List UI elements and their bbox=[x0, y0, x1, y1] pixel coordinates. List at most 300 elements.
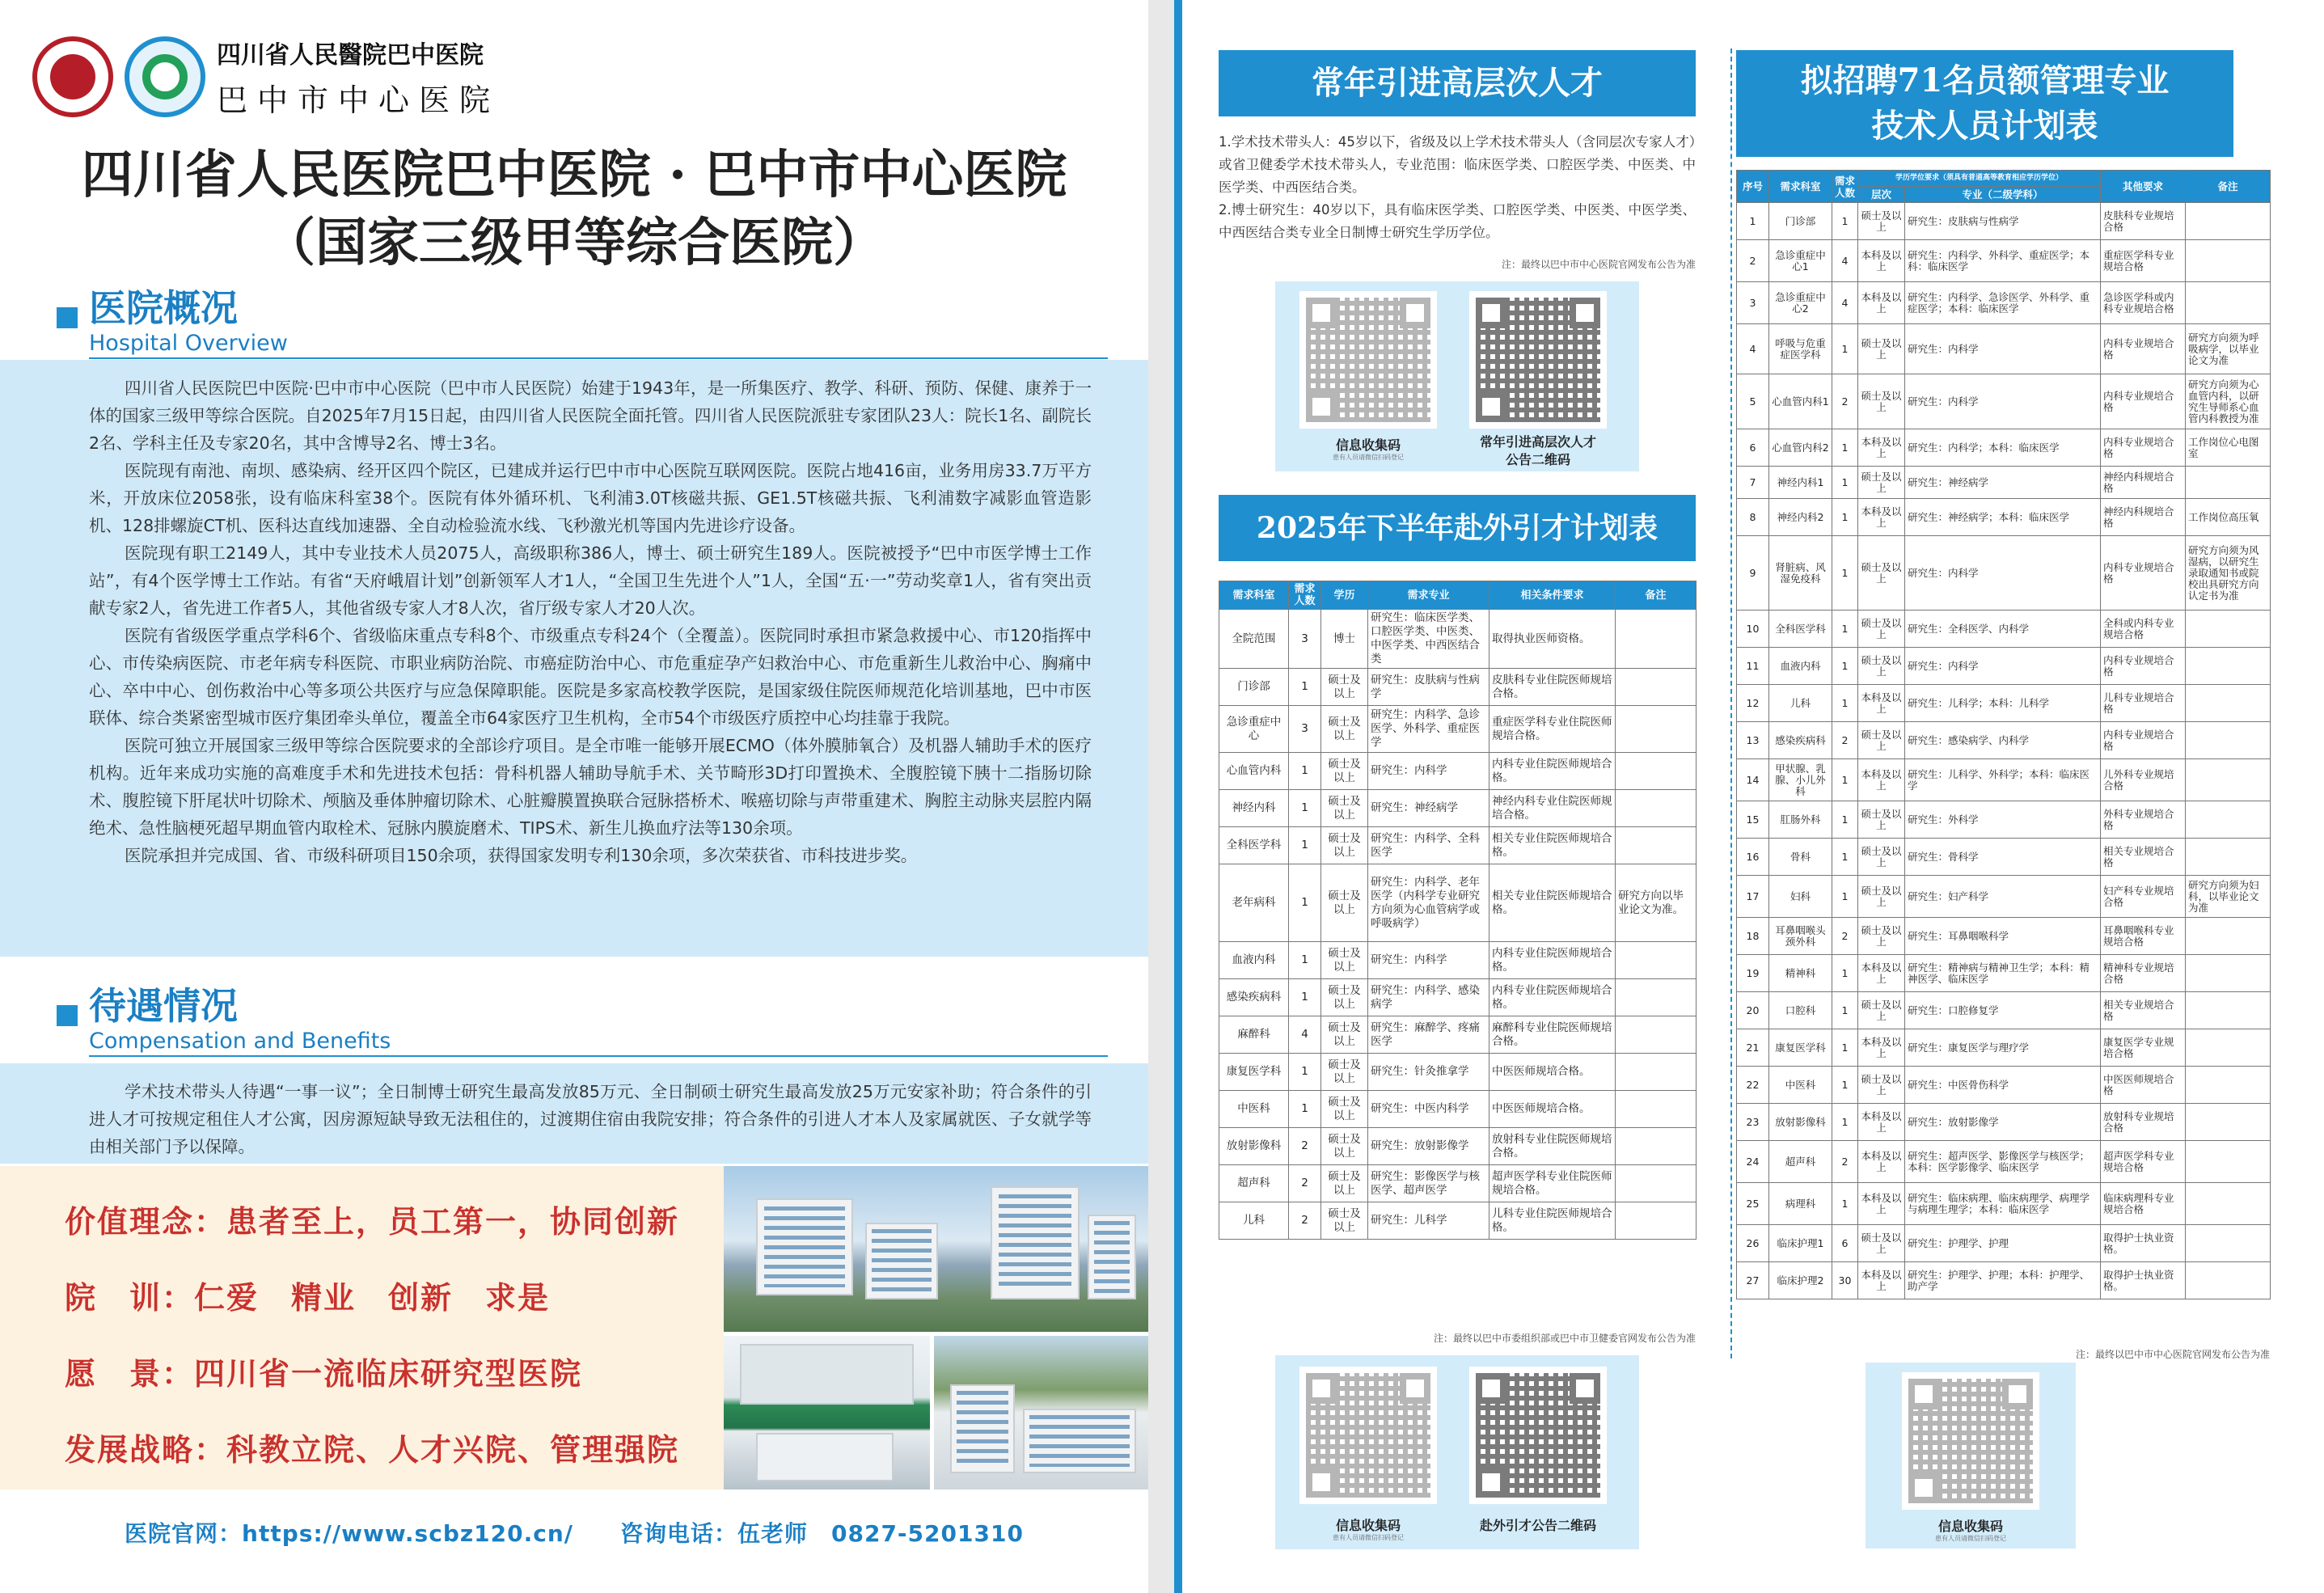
table-cell: 硕士及以上 bbox=[1858, 648, 1905, 685]
table-header: 需求专业 bbox=[1368, 581, 1489, 610]
overview-paragraph: 医院有省级医学重点学科6个、省级临床重点专科8个、市级重点专科24个（全覆盖）。医院同时承担市紧急救援中心、市120指挥中心、市传染病医院、市老年病专科医院、市职业病防治院、市癌症防治中心、市危重症孕产妇救治中心、市危重新生儿救治中心、胸痛中心、卒中中心、创伤救治中心等多项公共医疗与应急保障职能。医院是多家高校教学医院，是国家级住院医师规范化培训基地，巴中市医联体、综合类紧密型城市医疗集团牵头单位，覆盖全市64家医疗卫生机构，全市54个市级医疗质控中心均挂靠于我院。 bbox=[89, 626, 1092, 728]
table-cell: 超声医学科专业规培合格 bbox=[2101, 1141, 2186, 1183]
table-cell bbox=[2186, 839, 2271, 876]
table-cell: 24 bbox=[1737, 1141, 1769, 1183]
table-cell: 1 bbox=[1832, 1029, 1858, 1067]
table-cell: 皮肤科专业规培合格 bbox=[2101, 203, 2186, 240]
table-cell bbox=[1616, 790, 1697, 827]
table-cell: 研究方向以毕业论文为准。 bbox=[1616, 864, 1697, 942]
table-cell: 2 bbox=[1832, 1141, 1858, 1183]
table-header: 相关条件要求 bbox=[1489, 581, 1616, 610]
overview-paragraph: 四川省人民医院巴中医院·巴中市中心医院（巴中市人民医院）始建于1943年，是一所集医疗、教学、科研、预防、保健、康养于一体的国家三级甲等综合医院。自2025年7月15日起，由四川省人民医院全面托管。四川省人民医院派驻专家团队23人：院长1名、副院长2名、学科主任及专家20名，其中含博导2名、博士3名。 bbox=[89, 378, 1092, 453]
table-cell: 本科及以上 bbox=[1858, 1029, 1905, 1067]
recruitment-plan-table bbox=[1219, 581, 1697, 1240]
page-title bbox=[0, 142, 1148, 277]
table-cell: 工作岗位心电图室 bbox=[2186, 429, 2271, 467]
table-cell: 2 bbox=[1832, 374, 1858, 429]
benefits-paragraph: 学术技术带头人待遇“一事一议”；全日制博士研究生最高发放85万元、全日制硕士研究生最高发放25万元安家补助；符合条件的引进人才可按规定租住人才公寓，因房源短缺导致无法租住的，过渡期住宿由我院安排；符合条件的引进人才本人及家属就医、子女就学等由相关部门予以保障。 bbox=[89, 1082, 1092, 1156]
table-cell: 相关专业住院医师规培合格。 bbox=[1489, 864, 1616, 942]
table-header: 专业（二级学科） bbox=[1905, 187, 2101, 203]
table-cell: 研究生：超声医学、影像医学与核医学；本科：医学影像学、临床医学 bbox=[1905, 1141, 2101, 1183]
table-cell: 麻醉科 bbox=[1219, 1016, 1289, 1054]
table-row bbox=[1737, 648, 2271, 685]
table-cell: 1 bbox=[1832, 1104, 1858, 1141]
table-row bbox=[1219, 942, 1697, 979]
square-bullet-icon bbox=[57, 307, 78, 328]
table-cell: 相关专业住院医师规培合格。 bbox=[1489, 827, 1616, 864]
talent-title: 常年引进高层次人才 bbox=[1219, 50, 1696, 116]
table-cell bbox=[1616, 753, 1697, 790]
benefits-heading-cn: 待遇情况 bbox=[89, 984, 238, 1028]
table-cell: 中医科 bbox=[1769, 1067, 1832, 1104]
table-cell: 1 bbox=[1832, 429, 1858, 467]
table-cell: 19 bbox=[1737, 955, 1769, 992]
table-cell: 心血管内科 bbox=[1219, 753, 1289, 790]
table-cell: 甲状腺、乳腺、小儿外科 bbox=[1769, 759, 1832, 801]
overview-heading-cn: 医院概况 bbox=[89, 286, 238, 330]
table-cell: 1 bbox=[1832, 467, 1858, 499]
table-cell: 急诊重症中心2 bbox=[1769, 282, 1832, 324]
table-cell: 重症医学科专业住院医师规培合格。 bbox=[1489, 706, 1616, 753]
talent-requirement-item: 2.博士研究生：40岁以下，具有临床医学类、口腔医学类、中医类、中医学类、中西医结合类专业全日制博士研究生学历学位。 bbox=[1219, 202, 1696, 240]
table-cell bbox=[2186, 1067, 2271, 1104]
table-cell: 感染疾病科 bbox=[1219, 979, 1289, 1016]
table-cell: 1 bbox=[1832, 324, 1858, 374]
table-cell: 本科及以上 bbox=[1858, 429, 1905, 467]
table-cell bbox=[1616, 1165, 1697, 1202]
table-cell: 研究生：皮肤病与性病学 bbox=[1368, 669, 1489, 706]
table-cell: 研究生：临床医学类、口腔医学类、中医类、中医学类、中西医结合类 bbox=[1368, 610, 1489, 669]
table-cell: 1 bbox=[1832, 876, 1858, 918]
table-cell: 精神科 bbox=[1769, 955, 1832, 992]
qr-subcaption: 患有人员请微信扫码登记 bbox=[1333, 1534, 1404, 1541]
table-cell bbox=[2186, 648, 2271, 685]
table-header: 学历 bbox=[1321, 581, 1368, 610]
table-cell: 硕士及以上 bbox=[1858, 801, 1905, 839]
hospital-photos bbox=[724, 1166, 1148, 1489]
talent-note: 注：最终以巴中市中心医院官网发布公告为准 bbox=[1501, 259, 1696, 270]
hospital-motto: 院 训：仁爱 精业 创新 求是 bbox=[65, 1279, 551, 1316]
table-cell: 1 bbox=[1289, 942, 1321, 979]
table-row bbox=[1219, 706, 1697, 753]
title-line-1: 四川省人民医院巴中医院 · 巴中市中心医院 bbox=[81, 145, 1067, 205]
table-cell: 硕士及以上 bbox=[1858, 467, 1905, 499]
table-header: 其他要求 bbox=[2101, 171, 2186, 203]
table-cell bbox=[1616, 1054, 1697, 1091]
table-cell: 硕士及以上 bbox=[1858, 536, 1905, 611]
table-cell: 病理科 bbox=[1769, 1183, 1832, 1225]
qr-subcaption: 患有人员请微信扫码登记 bbox=[1333, 454, 1404, 461]
table-cell: 15 bbox=[1737, 801, 1769, 839]
table-cell: 超声科 bbox=[1219, 1165, 1289, 1202]
table-cell: 重症医学科专业规培合格 bbox=[2101, 240, 2186, 282]
table-cell: 研究生：儿科学、外科学；本科：临床医学 bbox=[1905, 759, 2101, 801]
table-cell: 硕士及以上 bbox=[1858, 203, 1905, 240]
table-row bbox=[1737, 536, 2271, 611]
table-cell: 硕士及以上 bbox=[1321, 827, 1368, 864]
table-cell: 1 bbox=[1737, 203, 1769, 240]
table-cell: 硕士及以上 bbox=[1321, 1016, 1368, 1054]
table-row bbox=[1737, 801, 2271, 839]
table-cell: 神经内科专业住院医师规培合格。 bbox=[1489, 790, 1616, 827]
table-cell: 研究生：皮肤病与性病学 bbox=[1905, 203, 2101, 240]
table-cell: 中医医师规培合格。 bbox=[1489, 1054, 1616, 1091]
table-row bbox=[1737, 429, 2271, 467]
talent-requirement-item: 1.学术技术带头人：45岁以下，省级及以上学术技术带头人（含同层次专家人才）或省卫健委学术技术带头人，专业范围：临床医学类、口腔医学类、中医类、中医学类、中西医结合类。 bbox=[1219, 134, 1696, 195]
contact-footer: 医院官网：https://www.scbz120.cn/ 咨询电话：伍老师 0827-5201310 bbox=[125, 1520, 1024, 1547]
table-cell: 取得执业医师资格。 bbox=[1489, 610, 1616, 669]
table-row bbox=[1219, 864, 1697, 942]
talent-qr-panel bbox=[1275, 281, 1639, 471]
overview-text bbox=[0, 360, 1148, 957]
table-row bbox=[1219, 610, 1697, 669]
table-cell: 全院范围 bbox=[1219, 610, 1289, 669]
table-row bbox=[1737, 839, 2271, 876]
table-cell: 本科及以上 bbox=[1858, 1104, 1905, 1141]
table-cell: 2 bbox=[1289, 1202, 1321, 1240]
table-cell: 内科专业住院医师规培合格。 bbox=[1489, 979, 1616, 1016]
logo-line-1: 四川省人民醫院巴中医院 bbox=[217, 40, 484, 70]
table-cell: 内科专业住院医师规培合格。 bbox=[1489, 753, 1616, 790]
divider bbox=[89, 1055, 1108, 1057]
table-cell: 研究生：内科学 bbox=[1905, 536, 2101, 611]
table-cell: 23 bbox=[1737, 1104, 1769, 1141]
table-cell: 1 bbox=[1832, 955, 1858, 992]
table-row bbox=[1737, 203, 2271, 240]
table-cell: 研究生：中医内科学 bbox=[1368, 1091, 1489, 1128]
table-cell bbox=[1616, 979, 1697, 1016]
table-cell: 研究生：内科学、全科医学 bbox=[1368, 827, 1489, 864]
right-page bbox=[1174, 0, 2324, 1593]
table-cell: 麻醉科专业住院医师规培合格。 bbox=[1489, 1016, 1616, 1054]
overview-heading bbox=[57, 285, 288, 356]
table-cell: 2 bbox=[1832, 918, 1858, 955]
qr-caption: 信息收集码 bbox=[1335, 1518, 1401, 1533]
table-cell: 放射科专业住院医师规培合格。 bbox=[1489, 1128, 1616, 1165]
table-cell: 研究生：耳鼻咽喉科学 bbox=[1905, 918, 2101, 955]
table-cell: 研究生：妇产科学 bbox=[1905, 876, 2101, 918]
table-cell: 硕士及以上 bbox=[1321, 979, 1368, 1016]
table-row bbox=[1737, 282, 2271, 324]
qr-caption: 常年引进高层次人才 bbox=[1479, 434, 1596, 450]
strategy-statement: 发展战略：科教立院、人才兴院、管理强院 bbox=[65, 1431, 680, 1468]
table-row bbox=[1737, 955, 2271, 992]
table-row bbox=[1737, 1029, 2271, 1067]
table-cell: 硕士及以上 bbox=[1858, 722, 1905, 759]
table-cell: 放射影像科 bbox=[1219, 1128, 1289, 1165]
left-page bbox=[0, 0, 1148, 1593]
table-cell: 20 bbox=[1737, 992, 1769, 1029]
table-cell: 研究生：感染病学、内科学 bbox=[1905, 722, 2101, 759]
table-cell: 急诊重症中心1 bbox=[1769, 240, 1832, 282]
table-cell: 18 bbox=[1737, 918, 1769, 955]
benefits-heading-en: Compensation and Benefits bbox=[89, 1029, 391, 1054]
table-row bbox=[1219, 790, 1697, 827]
table-cell: 1 bbox=[1289, 827, 1321, 864]
table-cell: 硕士及以上 bbox=[1321, 1091, 1368, 1128]
table-row bbox=[1219, 669, 1697, 706]
table-cell bbox=[1616, 1202, 1697, 1240]
table-cell: 康复医学科 bbox=[1769, 1029, 1832, 1067]
table-row bbox=[1737, 499, 2271, 536]
table-row bbox=[1737, 992, 2271, 1029]
table-cell: 3 bbox=[1289, 610, 1321, 669]
table-cell: 康复医学科 bbox=[1219, 1054, 1289, 1091]
table-cell: 2 bbox=[1289, 1165, 1321, 1202]
table-cell: 4 bbox=[1832, 240, 1858, 282]
table-cell: 9 bbox=[1737, 536, 1769, 611]
table-cell: 研究生：康复医学与理疗学 bbox=[1905, 1029, 2101, 1067]
table-cell: 研究生：内科学 bbox=[1368, 942, 1489, 979]
hospital-entrance-photo bbox=[724, 1336, 930, 1489]
table-cell: 1 bbox=[1832, 648, 1858, 685]
table-cell: 研究生：内科学、急诊医学、外科学、重症医学；本科：临床医学 bbox=[1905, 282, 2101, 324]
table-cell bbox=[2186, 467, 2271, 499]
table-cell bbox=[1616, 827, 1697, 864]
qr-caption: 信息收集码 bbox=[1937, 1519, 2003, 1534]
table-cell: 30 bbox=[1832, 1262, 1858, 1299]
table-cell: 心血管内科2 bbox=[1769, 429, 1832, 467]
table-row bbox=[1737, 1067, 2271, 1104]
table-row bbox=[1737, 467, 2271, 499]
table-cell: 1 bbox=[1832, 1067, 1858, 1104]
table-cell: 6 bbox=[1832, 1225, 1858, 1262]
table-cell bbox=[2186, 722, 2271, 759]
table-cell: 硕士及以上 bbox=[1321, 706, 1368, 753]
staff-title bbox=[1736, 50, 2233, 157]
table-cell: 14 bbox=[1737, 759, 1769, 801]
table-cell: 研究生：内科学 bbox=[1905, 324, 2101, 374]
table-cell: 研究生：麻醉学、疼痛医学 bbox=[1368, 1016, 1489, 1054]
table-cell: 硕士及以上 bbox=[1321, 669, 1368, 706]
info-collection-qr[interactable] bbox=[1902, 1372, 2039, 1510]
table-cell: 相关专业规培合格 bbox=[2101, 839, 2186, 876]
table-cell: 2 bbox=[1737, 240, 1769, 282]
table-cell: 硕士及以上 bbox=[1321, 942, 1368, 979]
table-cell bbox=[2186, 1029, 2271, 1067]
table-cell: 骨科 bbox=[1769, 839, 1832, 876]
table-cell: 本科及以上 bbox=[1858, 499, 1905, 536]
staff-note: 注：最终以巴中市中心医院官网发布公告为准 bbox=[2075, 1349, 2270, 1360]
central-hospital-logo bbox=[125, 36, 205, 117]
table-cell: 27 bbox=[1737, 1262, 1769, 1299]
table-cell: 10 bbox=[1737, 611, 1769, 648]
table-cell: 门诊部 bbox=[1769, 203, 1832, 240]
table-cell bbox=[2186, 611, 2271, 648]
table-cell: 内科专业规培合格 bbox=[2101, 429, 2186, 467]
table-cell: 研究生：儿科学；本科：儿科学 bbox=[1905, 685, 2101, 722]
table-cell: 1 bbox=[1289, 979, 1321, 1016]
table-cell: 外科专业规培合格 bbox=[2101, 801, 2186, 839]
table-cell: 内科专业规培合格 bbox=[2101, 648, 2186, 685]
table-cell: 1 bbox=[1832, 536, 1858, 611]
table-cell: 门诊部 bbox=[1219, 669, 1289, 706]
hospital-campus-photo bbox=[934, 1336, 1148, 1489]
overview-paragraph: 医院可独立开展国家三级甲等综合医院要求的全部诊疗项目。是全市唯一能够开展ECMO（体外膜肺氧合）及机器人辅助手术的医疗机构。近年来成功实施的高难度手术和先进技术包括：骨科机器人辅助导航手术、关节畸形3D打印置换术、全腹腔镜下胰十二指肠切除术、腹腔镜下肝尾状叶切除术、颅脑及垂体肿瘤切除术、心脏瓣膜置换联合冠脉搭桥术、喉癌切除与声带重建术、胸腔主动脉夹层腔内隔绝术、急性脑梗死超早期血管内取栓术、冠脉内膜旋磨术、TIPS术、新生儿换血疗法等130余项。 bbox=[89, 736, 1092, 838]
table-cell bbox=[2186, 1183, 2271, 1225]
table-cell bbox=[2186, 282, 2271, 324]
table-cell: 研究方向须为妇科，以毕业论文为准 bbox=[2186, 876, 2271, 918]
table-cell: 硕士及以上 bbox=[1858, 611, 1905, 648]
table-cell: 皮肤科专业住院医师规培合格。 bbox=[1489, 669, 1616, 706]
table-cell: 21 bbox=[1737, 1029, 1769, 1067]
table-row bbox=[1219, 827, 1697, 864]
table-cell: 13 bbox=[1737, 722, 1769, 759]
table-row bbox=[1219, 1165, 1697, 1202]
overview-heading-en: Hospital Overview bbox=[89, 331, 288, 356]
table-cell bbox=[2186, 1262, 2271, 1299]
table-cell: 17 bbox=[1737, 876, 1769, 918]
table-header: 需求科室 bbox=[1219, 581, 1289, 610]
table-header: 备注 bbox=[1616, 581, 1697, 610]
recruitment-announcement-qr[interactable] bbox=[1469, 1367, 1607, 1504]
table-cell bbox=[2186, 1141, 2271, 1183]
table-cell: 全科或内科专业规培合格 bbox=[2101, 611, 2186, 648]
table-row bbox=[1737, 685, 2271, 722]
table-cell: 耳鼻咽喉科专业规培合格 bbox=[2101, 918, 2186, 955]
table-cell bbox=[1616, 610, 1697, 669]
plan-note: 注：最终以巴中市委组织部或巴中市卫健委官网发布公告为准 bbox=[1433, 1333, 1696, 1344]
table-cell bbox=[2186, 1225, 2271, 1262]
table-cell: 临床护理2 bbox=[1769, 1262, 1832, 1299]
table-cell: 急诊重症中心 bbox=[1219, 706, 1289, 753]
table-cell: 研究生：内科学 bbox=[1368, 753, 1489, 790]
table-cell: 感染疾病科 bbox=[1769, 722, 1832, 759]
table-row bbox=[1737, 918, 2271, 955]
table-cell: 本科及以上 bbox=[1858, 1141, 1905, 1183]
table-cell: 相关专业规培合格 bbox=[2101, 992, 2186, 1029]
table-cell bbox=[1616, 1016, 1697, 1054]
table-cell: 硕士及以上 bbox=[1858, 1225, 1905, 1262]
table-cell: 研究生：临床病理、临床病理学、病理学与病理生理学；本科：临床医学 bbox=[1905, 1183, 2101, 1225]
table-cell: 放射影像科 bbox=[1769, 1104, 1832, 1141]
table-row bbox=[1219, 1054, 1697, 1091]
qr-caption: 信息收集码 bbox=[1335, 437, 1401, 453]
talent-announcement-qr[interactable] bbox=[1469, 291, 1607, 429]
hospital-logos bbox=[32, 32, 500, 121]
table-cell: 硕士及以上 bbox=[1858, 992, 1905, 1029]
overview-paragraph: 医院承担并完成国、省、市级科研项目150余项，获得国家发明专利130余项，多次荣获省、市科技进步奖。 bbox=[125, 846, 918, 865]
info-collection-qr[interactable] bbox=[1299, 291, 1437, 429]
value-statement: 价值理念：患者至上，员工第一，协同创新 bbox=[65, 1203, 680, 1240]
square-bullet-icon bbox=[57, 1005, 78, 1026]
table-cell: 儿科 bbox=[1219, 1202, 1289, 1240]
table-cell: 超声医学科专业住院医师规培合格。 bbox=[1489, 1165, 1616, 1202]
table-cell: 硕士及以上 bbox=[1858, 918, 1905, 955]
table-cell: 研究生：全科医学、内科学 bbox=[1905, 611, 2101, 648]
table-header: 序号 bbox=[1737, 171, 1769, 203]
table-cell: 2 bbox=[1289, 1128, 1321, 1165]
overview-paragraph: 医院现有南池、南坝、感染病、经开区四个院区，已建成并运行巴中市中心医院互联网医院。医院占地416亩，业务用房33.7万平方米，开放床位2058张，设有临床科室38个。医院有体外循环机、飞利浦3.0T核磁共振、GE1.5T核磁共振、飞利浦数字减影血管造影机、128排螺旋CT机、医科达直线加速器、全自动检验流水线、飞秒激光机等国内先进诊疗设备。 bbox=[89, 461, 1092, 535]
table-cell bbox=[1616, 942, 1697, 979]
table-cell: 研究生：护理学、护理；本科：护理学、助产学 bbox=[1905, 1262, 2101, 1299]
table-cell: 研究生：神经病学 bbox=[1905, 467, 2101, 499]
table-cell: 5 bbox=[1737, 374, 1769, 429]
staff-title-line-2: 技术人员计划表 bbox=[1871, 107, 2098, 145]
benefits-heading bbox=[57, 982, 391, 1054]
table-header: 需求科室 bbox=[1769, 171, 1832, 203]
table-cell: 本科及以上 bbox=[1858, 240, 1905, 282]
table-cell: 研究生：内科学 bbox=[1905, 374, 2101, 429]
table-cell bbox=[1616, 1091, 1697, 1128]
table-header: 层次 bbox=[1858, 187, 1905, 203]
table-cell bbox=[2186, 759, 2271, 801]
table-cell: 硕士及以上 bbox=[1858, 839, 1905, 876]
table-cell: 本科及以上 bbox=[1858, 955, 1905, 992]
info-collection-qr[interactable] bbox=[1299, 1367, 1437, 1504]
table-cell: 11 bbox=[1737, 648, 1769, 685]
table-cell: 研究生：放射影像学 bbox=[1905, 1104, 2101, 1141]
table-cell: 硕士及以上 bbox=[1321, 753, 1368, 790]
table-cell: 研究生：放射影像学 bbox=[1368, 1128, 1489, 1165]
table-cell: 6 bbox=[1737, 429, 1769, 467]
table-cell: 8 bbox=[1737, 499, 1769, 536]
table-cell: 研究生：内科学、老年医学（内科学专业研究方向须为心血管病学或呼吸病学） bbox=[1368, 864, 1489, 942]
table-cell: 本科及以上 bbox=[1858, 1183, 1905, 1225]
table-cell: 老年病科 bbox=[1219, 864, 1289, 942]
table-cell: 儿外科专业规培合格 bbox=[2101, 759, 2186, 801]
table-row bbox=[1219, 1128, 1697, 1165]
staff-plan-table bbox=[1736, 170, 2271, 1299]
table-cell: 耳鼻咽喉头颈外科 bbox=[1769, 918, 1832, 955]
table-cell: 内科专业规培合格 bbox=[2101, 324, 2186, 374]
table-cell bbox=[1616, 1128, 1697, 1165]
table-cell: 1 bbox=[1832, 685, 1858, 722]
table-cell: 1 bbox=[1289, 669, 1321, 706]
table-row bbox=[1737, 324, 2271, 374]
table-header: 需求人数 bbox=[1289, 581, 1321, 610]
table-cell: 硕士及以上 bbox=[1858, 1067, 1905, 1104]
qr-subcaption: 患有人员请微信扫码登记 bbox=[1935, 1535, 2006, 1542]
table-cell: 急诊医学科或内科专业规培合格 bbox=[2101, 282, 2186, 324]
table-cell: 本科及以上 bbox=[1858, 685, 1905, 722]
table-cell bbox=[2186, 685, 2271, 722]
table-cell: 放射科专业规培合格 bbox=[2101, 1104, 2186, 1141]
table-cell: 1 bbox=[1289, 753, 1321, 790]
table-header: 学历学位要求（须具有普通高等教育相应学历学位） bbox=[1858, 171, 2101, 187]
table-cell: 3 bbox=[1737, 282, 1769, 324]
table-cell: 本科及以上 bbox=[1858, 282, 1905, 324]
table-row bbox=[1737, 759, 2271, 801]
table-cell: 神经内科2 bbox=[1769, 499, 1832, 536]
table-cell: 研究生：护理学、护理 bbox=[1905, 1225, 2101, 1262]
title-line-2: （国家三级甲等综合医院） bbox=[264, 213, 885, 273]
table-cell: 1 bbox=[1832, 611, 1858, 648]
provincial-hospital-logo bbox=[32, 36, 113, 117]
overview-paragraph: 医院现有职工2149人，其中专业技术人员2075人，高级职称386人，博士、硕士研究生189人。医院被授予“巴中市医学博士工作站”，有4个医学博士工作站。有省“天府峨眉计划”创新领军人才1人，“全国卫生先进个人”1人，全国“五·一”劳动奖章1人，省有突出贡献专家2人，省先进工作者5人，其他省级专家人才8人次，省厅级专家人才20人次。 bbox=[89, 543, 1092, 618]
table-cell bbox=[2186, 918, 2271, 955]
table-cell: 呼吸与危重症医学科 bbox=[1769, 324, 1832, 374]
table-cell: 取得护士执业资格。 bbox=[2101, 1262, 2186, 1299]
table-cell: 妇产科专业规培合格 bbox=[2101, 876, 2186, 918]
table-cell: 硕士及以上 bbox=[1321, 1128, 1368, 1165]
qr-caption: 赴外引才公告二维码 bbox=[1479, 1518, 1596, 1533]
table-cell: 研究生：外科学 bbox=[1905, 801, 2101, 839]
table-row bbox=[1219, 979, 1697, 1016]
table-cell: 硕士及以上 bbox=[1321, 1202, 1368, 1240]
table-cell: 血液内科 bbox=[1769, 648, 1832, 685]
table-cell: 硕士及以上 bbox=[1858, 374, 1905, 429]
table-cell: 血液内科 bbox=[1219, 942, 1289, 979]
qr-caption: 公告二维码 bbox=[1505, 452, 1570, 467]
table-row bbox=[1219, 1202, 1697, 1240]
table-cell: 取得护士执业资格。 bbox=[2101, 1225, 2186, 1262]
table-cell: 研究生：内科学 bbox=[1905, 648, 2101, 685]
table-cell: 儿科专业规培合格 bbox=[2101, 685, 2186, 722]
table-row bbox=[1737, 722, 2271, 759]
table-cell: 12 bbox=[1737, 685, 1769, 722]
staff-qr-panel bbox=[1866, 1363, 2076, 1549]
